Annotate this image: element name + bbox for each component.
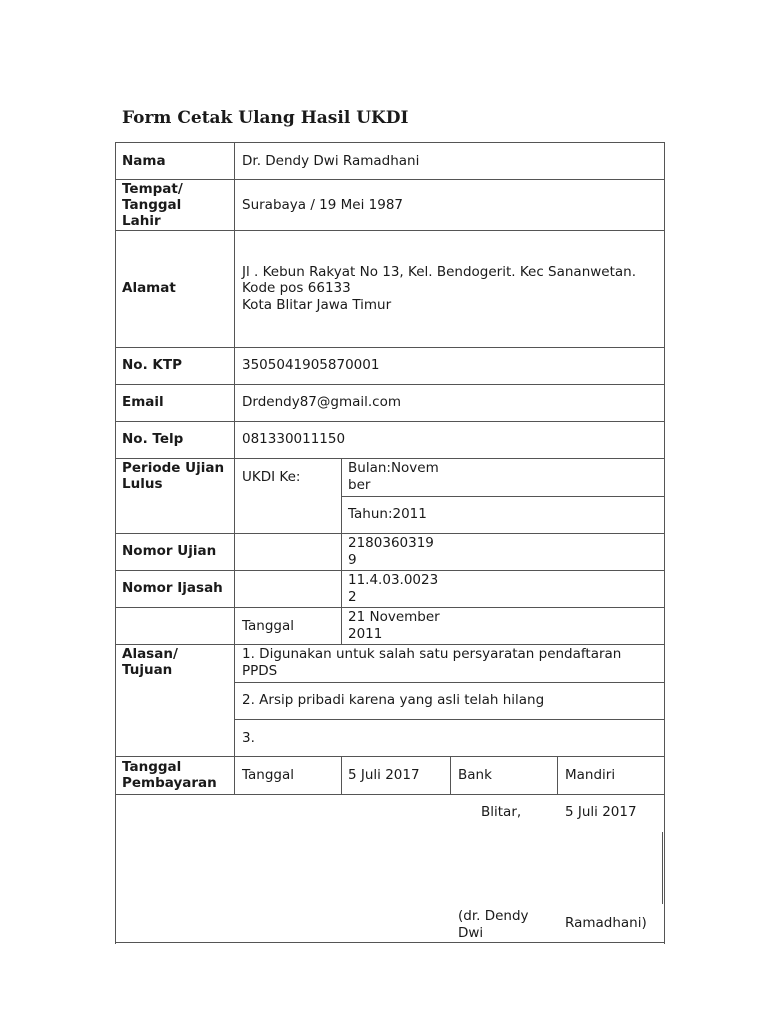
row-divider: [341, 496, 665, 497]
signature-name-1: (dr. Dendy: [458, 908, 529, 924]
value-alamat-2: Kode pos 66133: [242, 280, 351, 296]
value-alasan-1b: PPDS: [242, 663, 278, 679]
value-ukdi-ke: UKDI Ke:: [242, 469, 301, 485]
table-border-bottom: [115, 942, 665, 943]
value-tanggal-ijasah-2: 2011: [348, 626, 383, 642]
value-telp: 081330011150: [242, 431, 346, 447]
signature-divider: [662, 832, 663, 904]
page-title: Form Cetak Ulang Hasil UKDI: [122, 108, 409, 128]
signature-date: 5 Juli 2017: [565, 804, 637, 820]
value-bulan-1: Bulan:Novem: [348, 460, 439, 476]
row-divider: [115, 179, 665, 180]
label-telp: No. Telp: [122, 431, 184, 447]
label-alamat: Alamat: [122, 280, 176, 296]
row-divider: [115, 458, 665, 459]
value-alamat-3: Kota Blitar Jawa Timur: [242, 297, 392, 313]
table-border-left: [115, 142, 116, 944]
value-tanggal-ijasah-1: 21 November: [348, 609, 440, 625]
table-border-right: [664, 142, 665, 944]
value-bank: Mandiri: [565, 767, 616, 783]
row-divider: [115, 794, 665, 795]
column-divider: [557, 757, 558, 795]
signature-name-3: Ramadhani): [565, 915, 647, 931]
label-nomor-ijasah: Nomor Ijasah: [122, 580, 223, 596]
row-divider: [115, 384, 665, 385]
value-alasan-3: 3.: [242, 730, 255, 746]
value-tahun: Tahun:2011: [348, 506, 427, 522]
value-nomor-ijasah-1: 11.4.03.0023: [348, 572, 439, 588]
row-divider: [234, 719, 665, 720]
value-alasan-2: 2. Arsip pribadi karena yang asli telah hilang: [242, 692, 545, 708]
label-nomor-ujian: Nomor Ujian: [122, 543, 217, 559]
label-email: Email: [122, 394, 164, 410]
value-alamat-1: Jl . Kebun Rakyat No 13, Kel. Bendogerit. Kec Sananwetan.: [242, 264, 637, 280]
row-divider: [115, 607, 665, 608]
value-nomor-ujian-1: 2180360319: [348, 535, 434, 551]
label-alasan-2: Tujuan: [122, 662, 173, 678]
table-border-top: [115, 142, 665, 143]
row-divider: [115, 570, 665, 571]
row-divider: [115, 756, 665, 757]
column-divider: [341, 757, 342, 795]
label-periode-2: Lulus: [122, 476, 163, 492]
value-nama: Dr. Dendy Dwi Ramadhani: [242, 153, 420, 169]
label-ttl-1: Tempat/: [122, 181, 183, 197]
row-divider: [115, 421, 665, 422]
value-nomor-ujian-2: 9: [348, 552, 357, 568]
value-tanggal-label: Tanggal: [242, 618, 295, 634]
row-divider: [115, 644, 665, 645]
label-pembayaran-2: Pembayaran: [122, 775, 217, 791]
label-ktp: No. KTP: [122, 357, 182, 373]
value-ttl: Surabaya / 19 Mei 1987: [242, 197, 404, 213]
value-bayar-tanggal-label: Tanggal: [242, 767, 295, 783]
row-divider: [115, 347, 665, 348]
value-ktp: 3505041905870001: [242, 357, 380, 373]
row-divider: [234, 682, 665, 683]
value-bank-label: Bank: [458, 767, 492, 783]
label-pembayaran-1: Tanggal: [122, 759, 182, 775]
label-ttl-3: Lahir: [122, 213, 161, 229]
label-alasan-1: Alasan/: [122, 646, 178, 662]
column-divider: [450, 757, 451, 795]
column-divider: [234, 142, 235, 795]
value-alasan-1a: 1. Digunakan untuk salah satu persyaratan pendaftaran: [242, 646, 622, 662]
value-email: Drdendy87@gmail.com: [242, 394, 401, 410]
signature-place: Blitar,: [481, 804, 522, 820]
column-divider: [341, 459, 342, 645]
row-divider: [115, 230, 665, 231]
value-nomor-ijasah-2: 2: [348, 589, 357, 605]
value-bulan-2: ber: [348, 477, 371, 493]
label-nama: Nama: [122, 153, 166, 169]
label-ttl-2: Tanggal: [122, 197, 182, 213]
row-divider: [115, 533, 665, 534]
label-periode-1: Periode Ujian: [122, 460, 225, 476]
value-bayar-tanggal: 5 Juli 2017: [348, 767, 420, 783]
signature-name-2: Dwi: [458, 925, 484, 941]
